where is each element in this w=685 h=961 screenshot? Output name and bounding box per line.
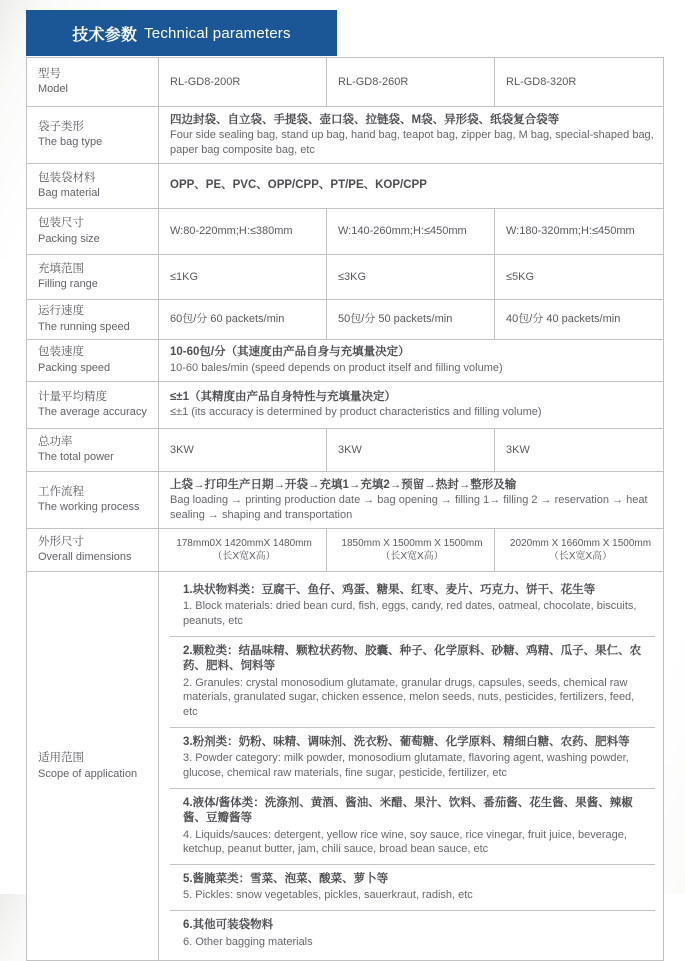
average-accuracy-value-en: ≤±1 (its accuracy is determined by product characteristics and filling volume): [170, 406, 542, 419]
packing-size-value-0: W:80-220mm;H:≤380mm: [159, 209, 327, 255]
overall-dimensions-size-2: 2020mm X 1660mm X 1500mm: [509, 537, 652, 549]
total-power-value-1: 3KW: [327, 429, 495, 472]
label-packing-size: [27, 209, 159, 255]
packing-size-value-2: W:180-320mm;H:≤450mm: [495, 209, 664, 255]
label-packing-speed: [27, 340, 159, 382]
section-title-zh: 技术参数: [72, 26, 138, 44]
running-speed-value-1: 50包/分 50 packets/min: [327, 300, 495, 340]
bag-type-value-zh: 四边封袋、自立袋、手提袋、壶口袋、拉链袋、M袋、异形袋、纸袋复合袋等: [170, 113, 560, 126]
label-filling-range-en: Filling range: [38, 278, 98, 291]
scope-item-granules: [170, 637, 655, 728]
packing-speed-value-zh: 10-60包/分（其速度由产品自身与充填量决定）: [170, 346, 410, 359]
label-scope-en: Scope of application: [38, 767, 138, 780]
label-running-speed: [27, 300, 159, 340]
label-bag-type-zh: 袋子类形: [38, 120, 84, 133]
label-overall-dimensions-en: Overall dimensions: [38, 551, 132, 564]
label-packing-size-zh: 包装尺寸: [38, 217, 84, 230]
average-accuracy-value: [159, 382, 664, 429]
label-total-power-zh: 总功率: [38, 435, 73, 448]
label-packing-size-en: Packing size: [38, 232, 100, 245]
label-bag-type-en: The bag type: [38, 136, 103, 149]
scope-item-3-zh: 4.液体/酱体类：洗涤剂、黄酒、酱油、米醋、果汁、饮料、番茄酱、花生酱、果酱、辣椒酱、豆瓣酱等: [183, 796, 633, 825]
label-average-accuracy: [27, 382, 159, 429]
scope-item-0-zh: 1.块状物料类：豆腐干、鱼仔、鸡蛋、糖果、红枣、麦片、巧克力、饼干、花生等: [183, 584, 596, 596]
label-bag-type: [27, 107, 159, 164]
scope-item-1-en: 2. Granules: crystal monosodium glutamate, granular drugs, capsules, seeds, chemical raw materials, granulated sugar, chicken essence, melon seeds, nuts, pesticides, fertilizers, feed, etc: [183, 676, 635, 719]
label-model-en: Model: [38, 83, 68, 96]
scope-item-5-en: 6. Other bagging materials: [183, 935, 313, 948]
row-bag-material: [27, 164, 664, 209]
overall-dimensions-value-1: [327, 529, 495, 572]
overall-dimensions-value-0: [159, 529, 327, 572]
scope-item-2-en: 3. Powder category: milk powder, monosodium glutamate, flavoring agent, washing powder, glucose, chemical raw materials, fine sugar, pesticide, fertilizer, etc: [183, 752, 629, 780]
overall-dimensions-note-1: （长X宽X高）: [380, 551, 444, 562]
label-packing-speed-en: Packing speed: [38, 361, 111, 374]
working-process-value-zh: 上袋→打印生产日期→开袋→充填1→充填2→预留→热封→整形及输: [170, 478, 517, 491]
running-speed-value-0: 60包/分 60 packets/min: [159, 300, 327, 340]
bag-type-value: [159, 107, 664, 164]
section-title-en: Technical parameters: [144, 24, 291, 42]
bag-material-value: [159, 164, 664, 209]
technical-parameters-table: [26, 57, 664, 961]
label-model-zh: 型号: [38, 67, 61, 80]
label-working-process-en: The working process: [38, 501, 140, 514]
overall-dimensions-value-2: [495, 529, 664, 572]
label-working-process: [27, 472, 159, 529]
label-running-speed-zh: 运行速度: [38, 305, 84, 318]
average-accuracy-value-zh: ≤±1（其精度由产品自身特性与充填量决定）: [170, 390, 397, 403]
row-running-speed: [27, 300, 664, 340]
total-power-value-2: 3KW: [495, 429, 664, 472]
section-header: [26, 10, 337, 56]
label-running-speed-en: The running speed: [38, 320, 130, 333]
row-total-power: [27, 429, 664, 472]
scope-item-4-zh: 5.酱腌菜类：雪菜、泡菜、酸菜、萝卜等: [183, 873, 389, 886]
label-filling-range: [27, 255, 159, 300]
label-model: [27, 58, 159, 107]
row-bag-type: [27, 107, 664, 164]
label-working-process-zh: 工作流程: [38, 485, 84, 498]
overall-dimensions-note-0: （长X宽X高）: [212, 551, 276, 562]
label-bag-material-en: Bag material: [38, 187, 100, 200]
packing-size-value-1: W:140-260mm;H:≤450mm: [327, 209, 495, 255]
scope-item-1-zh: 2.颗粒类：结晶味精、颗粒状药物、胶囊、种子、化学原料、砂糖、鸡精、瓜子、果仁、农药、肥料、饲料等: [183, 644, 642, 673]
label-overall-dimensions-zh: 外形尺寸: [38, 535, 84, 548]
row-scope-of-application: [27, 572, 664, 961]
scope-item-liquids-sauces: [170, 789, 655, 865]
packing-speed-value-en: 10-60 bales/min (speed depends on product itself and filling volume): [170, 361, 503, 374]
model-value-1: RL-GD8-260R: [327, 58, 495, 107]
label-bag-material-zh: 包装袋材料: [38, 171, 96, 184]
label-bag-material: [27, 164, 159, 209]
bag-type-value-en: Four side sealing bag, stand up bag, hand bag, teapot bag, zipper bag, M bag, special-shaped bag, paper bag composite bag, etc: [170, 128, 654, 156]
label-filling-range-zh: 充填范围: [38, 262, 84, 275]
row-packing-speed: [27, 340, 664, 382]
row-filling-range: [27, 255, 664, 300]
label-average-accuracy-en: The average accuracy: [38, 406, 147, 419]
scope-item-3-en: 4. Liquids/sauces: detergent, yellow rice wine, soy sauce, rice vinegar, fruit juice, beverage, ketchup, peanut butter, jam, chili sauce, broad bean sauce, etc: [183, 828, 627, 856]
working-process-value-en: Bag loading → printing production date → bag opening → filling 1→ filling 2 → reservation → heat sealing → shaping and transportation: [170, 493, 648, 521]
bag-material-value-text: OPP、PE、PVC、OPP/CPP、PT/PE、KOP/CPP: [170, 179, 427, 192]
row-model: [27, 58, 664, 107]
scope-of-application-value: [159, 572, 664, 961]
scope-item-0-en: 1. Block materials: dried bean curd, fish, eggs, candy, red dates, oatmeal, chocolate, biscuits, peanuts, etc: [183, 600, 637, 628]
row-average-accuracy: [27, 382, 664, 429]
filling-range-value-1: ≤3KG: [327, 255, 495, 300]
overall-dimensions-size-1: 1850mm X 1500mm X 1500mm: [341, 537, 483, 549]
filling-range-value-2: ≤5KG: [495, 255, 664, 300]
row-overall-dimensions: [27, 529, 664, 572]
running-speed-value-2: 40包/分 40 packets/min: [495, 300, 664, 340]
row-working-process: [27, 472, 664, 529]
working-process-value: [159, 472, 664, 529]
scope-item-2-zh: 3.粉剂类：奶粉、味精、调味剂、洗衣粉、葡萄糖、化学原料、精细白糖、农药、肥料等: [183, 735, 630, 748]
scope-item-powder: [170, 728, 655, 789]
scope-item-pickles: [170, 865, 655, 911]
scope-item-other: [170, 911, 655, 956]
model-value-0: RL-GD8-200R: [159, 58, 327, 107]
row-packing-size: [27, 209, 664, 255]
total-power-value-0: 3KW: [159, 429, 327, 472]
label-total-power-en: The total power: [38, 451, 114, 464]
scope-item-4-en: 5. Pickles: snow vegetables, pickles, sauerkraut, radish, etc: [183, 889, 473, 902]
overall-dimensions-size-0: 178mm0X 1420mmX 1480mm: [176, 537, 312, 549]
model-value-2: RL-GD8-320R: [495, 58, 664, 107]
label-scope-zh: 适用范围: [38, 752, 84, 765]
filling-range-value-0: ≤1KG: [159, 255, 327, 300]
packing-speed-value: [159, 340, 664, 382]
label-overall-dimensions: [27, 529, 159, 572]
label-packing-speed-zh: 包装速度: [38, 346, 84, 359]
label-scope-of-application: [27, 572, 159, 961]
label-average-accuracy-zh: 计量平均精度: [38, 390, 107, 403]
scope-item-5-zh: 6.其他可装袋物料: [183, 919, 274, 932]
scope-item-block-materials: [170, 576, 655, 637]
label-total-power: [27, 429, 159, 472]
overall-dimensions-note-2: （长X宽X高）: [548, 551, 613, 562]
